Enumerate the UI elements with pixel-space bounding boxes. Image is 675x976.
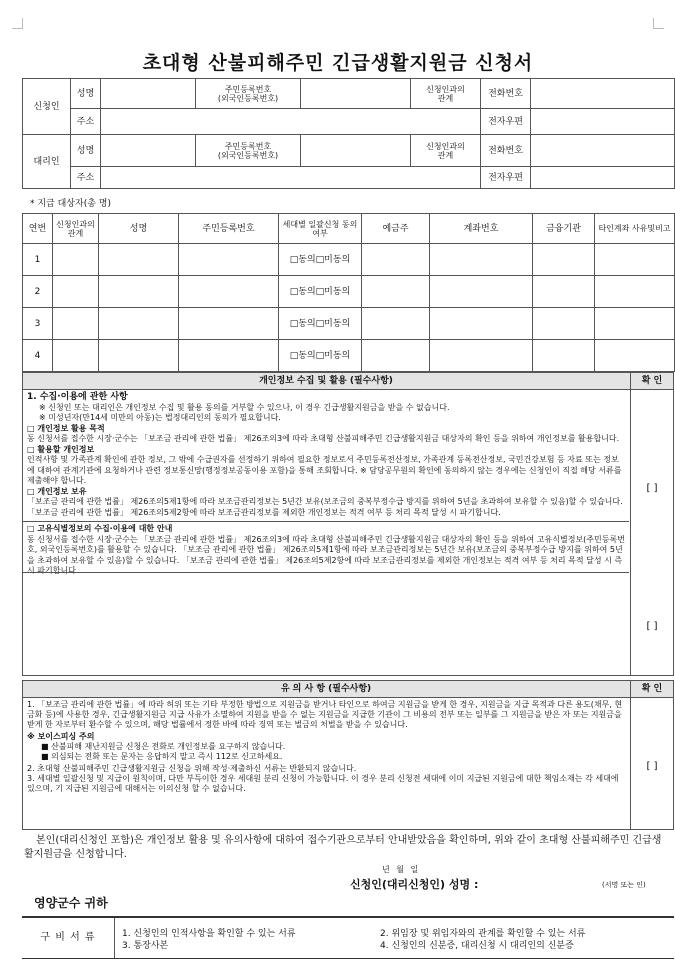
consent-checkbox[interactable]: □동의□미동의 xyxy=(279,244,362,276)
cell[interactable] xyxy=(53,276,99,308)
cell[interactable] xyxy=(533,340,595,372)
applicant-relation-label: 신청인과의 관계 xyxy=(411,79,481,109)
notice-confirm-checkbox[interactable]: [ ] xyxy=(646,761,658,772)
cell[interactable] xyxy=(53,244,99,276)
notice-body xyxy=(23,698,629,796)
applicant-label: 신청인 xyxy=(23,79,71,135)
applicant-address-field[interactable] xyxy=(101,109,481,135)
agent-relation-label: 신청인과의 관계 xyxy=(411,135,481,167)
agent-phone-field[interactable] xyxy=(531,135,675,167)
phishing-title: ※ 보이스피싱 주의 xyxy=(27,732,95,741)
cell[interactable] xyxy=(99,340,179,372)
form-title: 초대형 산불피해주민 긴급생활지원금 신청서 xyxy=(142,52,534,74)
notice-item1: 1. 「보조금 관리에 관한 법률」에 따라 허위 또는 기타 부정한 방법으로 지원금을 받거나 타인으로 하여금 지원금을 받게 한 경우, 지원금을 지급 목적과 다른 용도(채무, 현금화 등)에 사용한 경우, 긴급생활지원금 지급 사유가 소멸하여 지원을 받을 수 없는 지원금을 지급한 기관이 그 비용의 전부 또는 일부를 그 지원금을 받은 자 또는 지원금을 받게 한 자로부터 환수할 수 있으며, 해당 법률에서 정한 바에 따라 징역 또는 벌금의 처벌을 받을 수 있습니다. xyxy=(27,700,623,729)
documents-label: 구 비 서 류 xyxy=(22,918,115,958)
date-field[interactable]: 년 월 일 xyxy=(382,865,421,874)
document-item: 2. 위임장 및 위임자와의 관계를 확인할 수 있는 서류 xyxy=(380,929,586,939)
consent-checkbox[interactable]: □동의□미동의 xyxy=(279,340,362,372)
agent-rrn-field[interactable] xyxy=(301,135,411,167)
cell[interactable] xyxy=(53,340,99,372)
table-row xyxy=(23,276,675,308)
table-row xyxy=(23,340,675,372)
cell[interactable] xyxy=(533,244,595,276)
agent-address-field[interactable] xyxy=(101,167,481,189)
notice-item3: 3. 세대별 일괄신청 및 지급이 원칙이며, 다만 부득이한 경우 세대원 분리 신청이 가능합니다. 이 경우 분리 신청전 세대에 이미 지급된 지원금에 대한 책임소재는 각 세대에 있으며, 기 지급된 지원금에 대해서는 이의신청 할 수 없습니다. xyxy=(27,774,619,793)
cell[interactable] xyxy=(179,244,279,276)
recipients-table xyxy=(22,213,675,372)
cell[interactable] xyxy=(179,308,279,340)
applicant-phone-field[interactable] xyxy=(531,79,675,109)
privacy-note: ※ 신청인 또는 대리인은 개인정보 수집 및 활용 동의를 거부할 수 있으나, 이 경우 긴급생활지원금을 받을 수 없습니다. xyxy=(39,402,450,412)
applicant-rrn-field[interactable] xyxy=(301,79,411,109)
privacy-header: 개인정보 수집 및 활용 (필수사항) 확 인 xyxy=(23,373,673,390)
agent-phone-label: 전화번호 xyxy=(481,135,531,167)
purpose-title: □ 개인정보 활용 목적 xyxy=(27,423,105,433)
purpose-body: 동 신청서를 접수한 시장·군수는 「보조금 관리에 관한 법률」 제26조의3에 따라 초대형 산불피해주민 긴급생활지원금 대상자의 확인 등을 위하여 개인정보를 활용합니다. xyxy=(27,434,620,443)
notice-item2: 2. 초대형 산불피해주민 긴급생활지원금 신청을 위해 작성·제출하신 서류는 반환되지 않습니다. xyxy=(27,764,357,773)
cell[interactable] xyxy=(179,340,279,372)
signature-label: 신청인(대리신청인) 성명 : xyxy=(350,878,479,891)
col-header: 신청인과의 관계 xyxy=(53,214,99,244)
consent-checkbox[interactable]: □동의□미동의 xyxy=(279,308,362,340)
col-header: 금융기관 xyxy=(533,214,595,244)
signature-note[interactable]: (서명 또는 인) xyxy=(602,881,646,889)
declaration-text: 본인(대리신청인 포함)은 개인정보 활용 및 유의사항에 대하여 접수기관으로부터 안내받았음을 확인하며, 위와 같이 초대형 산불피해주민 긴급생활지원금을 신청합니다. xyxy=(24,835,662,860)
cell[interactable] xyxy=(595,308,675,340)
cell[interactable] xyxy=(179,276,279,308)
cell[interactable] xyxy=(430,276,533,308)
unique-id-confirm-checkbox[interactable]: [ ] xyxy=(646,621,658,632)
phishing-item: ■ 산불피해 재난지원금 신청은 전화로 개인정보를 요구하지 않습니다. xyxy=(41,742,286,751)
recipients-count: * 지급 대상자(총 명) xyxy=(30,199,111,209)
document-item: 4. 신청인의 신분증, 대리신청 시 대리인의 신분증 xyxy=(380,941,574,951)
col-header: 타인계좌 사유및비고 xyxy=(595,214,675,244)
used-info-title: □ 활용할 개인정보 xyxy=(27,444,95,454)
applicant-email-label: 전자우편 xyxy=(481,109,531,135)
row-number: 3 xyxy=(23,308,53,340)
col-header: 세대별 일괄신청 동의여부 xyxy=(279,214,362,244)
table-row xyxy=(23,244,675,276)
cell[interactable] xyxy=(53,308,99,340)
unique-id-body: 동 신청서를 접수한 시장·군수는 「보조금 관리에 관한 법률」 제26조의3에 따라 초대형 산불피해주민 긴급생활지원금 대상자의 확인 등을 위하여 고유식별정보(주민등록번호, 외국인등록번호)를 활용할 수 있습니다. 「보조금 관리에 관한 법률」 제26조의5제1항에 따라 보조금관리정보는 5년간 보유(보조금의 중복부정수급 방지를 위하여 5년을 초과하여 보유할 수 있음)할 수 있습니다. 「보조금 관리에 관한 법률」 제26조의5제2항에 따라 보조금관리정보를 제외한 개인정보는 적격 여부 등 처리 목적 달성 시 즉시 파기합니다. xyxy=(27,534,625,575)
notice-header: 유 의 사 항 (필수사항) 확 인 xyxy=(23,681,673,698)
agent-name-label: 성명 xyxy=(71,135,101,167)
privacy-item1-title: 1. 수집·이용에 관한 사항 xyxy=(27,392,128,402)
applicant-address-label: 주소 xyxy=(71,109,101,135)
used-info-body: 인적사항 및 가족관계 확인에 관한 정보, 그 밖에 수급권자를 선정하기 위하여 필요한 정보로서 주민등록전산정보, 가족관계 등록전산정보, 국민건강보험 등 자료 또는 정보에 대하여 관계기관에 요청하거나 관련 정보통신망(행정정보공동이용 포함)을 통해 조회합니다. ※ 담당공무원의 확인에 동의하지 않는 경우에는 신청인이 직접 해당 서류를 제출해야 합니다. xyxy=(27,455,622,485)
cell[interactable] xyxy=(362,340,430,372)
applicant-rrn-label: 주민등록번호 (외국인등록번호) xyxy=(196,79,301,109)
col-header: 연번 xyxy=(23,214,53,244)
cell[interactable] xyxy=(430,308,533,340)
documents-box xyxy=(22,916,674,959)
document-item: 3. 통장사본 xyxy=(122,941,169,951)
cell[interactable] xyxy=(430,340,533,372)
retention-title: □ 개인정보 보유 xyxy=(27,486,87,496)
cell[interactable] xyxy=(533,276,595,308)
agent-rrn-label: 주민등록번호 (외국인등록번호) xyxy=(196,135,301,167)
cell[interactable] xyxy=(99,244,179,276)
confirm-column xyxy=(630,681,673,829)
col-header: 예금주 xyxy=(362,214,430,244)
agent-label: 대리인 xyxy=(23,135,71,189)
cell[interactable] xyxy=(99,308,179,340)
document-item: 1. 신청인의 인적사항을 확인할 수 있는 서류 xyxy=(122,929,296,939)
addressee: 영양군수 귀하 xyxy=(34,896,108,910)
crop-mark xyxy=(653,18,664,29)
cell[interactable] xyxy=(533,308,595,340)
cell[interactable] xyxy=(430,244,533,276)
divider xyxy=(23,572,629,573)
applicant-name-field[interactable] xyxy=(101,79,196,109)
privacy-confirm-checkbox[interactable]: [ ] xyxy=(646,483,658,494)
privacy-note: ※ 미성년자(만14세 미만의 아동)는 법정대리인의 동의가 필요합니다. xyxy=(39,413,281,422)
retention-body: 「보조금 관리에 관한 법률」 제26조의5제1항에 따라 보조금관리정보는 5년간 보유(보조금의 중복부정수급 방지를 위하여 5년을 초과하여 보유할 수 있음)할 수 있습니다. 「보조금 관리에 관한 법률」 제26조의5제2항에 따라 보조금관리정보를 제외한 개인정보는 적격 여부 등 처리 목적 달성 시 파기합니다. xyxy=(27,497,623,517)
cell[interactable] xyxy=(362,244,430,276)
col-header: 주민등록번호 xyxy=(179,214,279,244)
row-number: 4 xyxy=(23,340,53,372)
form-page xyxy=(12,10,671,970)
agent-email-field[interactable] xyxy=(531,167,675,189)
applicant-phone-label: 전화번호 xyxy=(481,79,531,109)
agent-address-label: 주소 xyxy=(71,167,101,189)
cell[interactable] xyxy=(595,276,675,308)
row-number: 2 xyxy=(23,276,53,308)
cell[interactable] xyxy=(362,276,430,308)
privacy-body xyxy=(23,390,629,579)
notice-section xyxy=(22,680,674,830)
privacy-section xyxy=(22,372,674,676)
unique-id-title: □ 고유식별정보의 수집·이용에 대한 안내 xyxy=(27,524,173,533)
applicant-table xyxy=(22,78,675,189)
crop-mark xyxy=(12,18,23,29)
cell[interactable] xyxy=(595,244,675,276)
table-row xyxy=(23,308,675,340)
cell[interactable] xyxy=(595,340,675,372)
col-header: 계좌번호 xyxy=(430,214,533,244)
row-number: 1 xyxy=(23,244,53,276)
cell[interactable] xyxy=(362,308,430,340)
col-header: 성명 xyxy=(99,214,179,244)
phishing-item: ■ 의심되는 전화 또는 문자는 응답하지 말고 즉시 112로 신고하세요. xyxy=(41,752,283,761)
applicant-email-field[interactable] xyxy=(531,109,675,135)
consent-checkbox[interactable]: □동의□미동의 xyxy=(279,276,362,308)
agent-email-label: 전자우편 xyxy=(481,167,531,189)
cell[interactable] xyxy=(99,276,179,308)
applicant-name-label: 성명 xyxy=(71,79,101,109)
agent-name-field[interactable] xyxy=(101,135,196,167)
